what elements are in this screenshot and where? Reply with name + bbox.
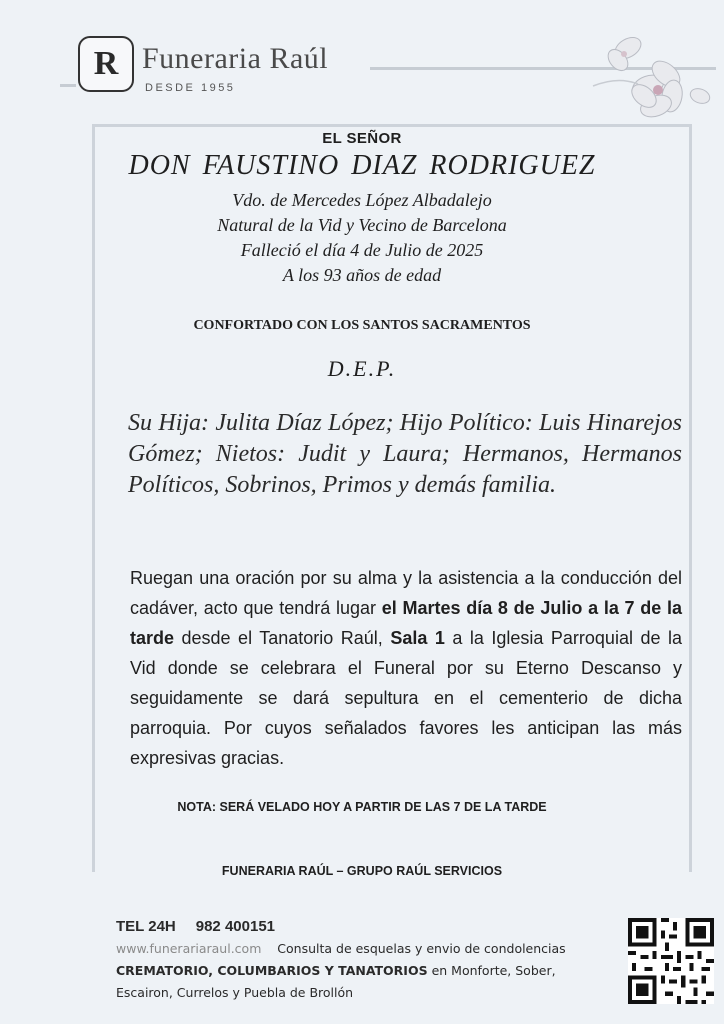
ceremony-paragraph [130, 563, 682, 773]
brand-name: Funeraria Raúl [142, 42, 329, 75]
ceremony-room: Sala 1 [390, 628, 445, 648]
footer-info [116, 938, 596, 1004]
age-line: A los 93 años de edad [282, 265, 442, 285]
phone-number[interactable]: 982 400151 [195, 918, 275, 935]
ceremony-text-1: Ruegan una oración por su alma y la asistencia a la conducción del cadáver, acto que tendrá lugar [130, 568, 682, 618]
dep-line: D.E.P. [327, 356, 397, 381]
family-paragraph: Su Hija: Julita Díaz López; Hijo Político: Luis Hinarejos Gómez; Nietos: Judit y Laura; Hermanos, Hermanos Políticos, Sobrinos, Primos y demás familia. [128, 410, 682, 498]
heading-title: EL SEÑOR [322, 130, 402, 147]
vigil-note: NOTA: SERÁ VELADO HOY A PARTIR DE LAS 7 DE LA TARDE [177, 800, 547, 814]
info-text-1: Consulta de esquelas y envio de condolencias [277, 941, 566, 956]
frame-left-border [92, 124, 95, 872]
ceremony-text-2: desde el Tanatorio Raúl, [174, 628, 391, 648]
phone-label: TEL 24H [116, 918, 176, 935]
ceremony-text-3: a la Iglesia Parroquial de la Vid donde se celebrara el Funeral por su Eterno Descanso y seguidamente se dará sepultura en el cementerio de dicha parroquia. Por cuyos señalados favores les anticipan las más expresivas gracias. [130, 628, 682, 768]
death-date-line: Falleció el día 4 de Julio de 2025 [240, 240, 484, 260]
info-text-2: en Monforte, Sober, Escairon, Currelos y Puebla de Brollón [116, 963, 556, 1000]
origin-line: Natural de la Vid y Vecino de Barcelona [217, 215, 507, 235]
logo-letter: R [93, 45, 119, 82]
flower-decoration-icon [588, 26, 718, 136]
sacraments-line: CONFORTADO CON LOS SANTOS SACRAMENTOS [193, 318, 531, 333]
widower-line: Vdo. de Mercedes López Albadalejo [232, 190, 492, 210]
brand-since: DESDE 1955 [145, 82, 236, 94]
qr-code-icon[interactable] [628, 918, 714, 1004]
info-services: CREMATORIO, COLUMBARIOS Y TANATORIOS [116, 963, 428, 978]
website-link[interactable]: www.funerariaraul.com [116, 941, 262, 956]
ceremony-date: el Martes día 8 de Julio a la 7 de la tarde [130, 598, 683, 648]
group-name: FUNERARIA RAÚL – GRUPO RAÚL SERVICIOS [221, 864, 503, 878]
funeraria-logo [78, 36, 134, 92]
header-divider-left [60, 84, 76, 87]
phone-row [116, 918, 275, 935]
deceased-name: DON FAUSTINO DIAZ RODRIGUEZ [128, 150, 596, 181]
frame-right-border [689, 124, 692, 872]
